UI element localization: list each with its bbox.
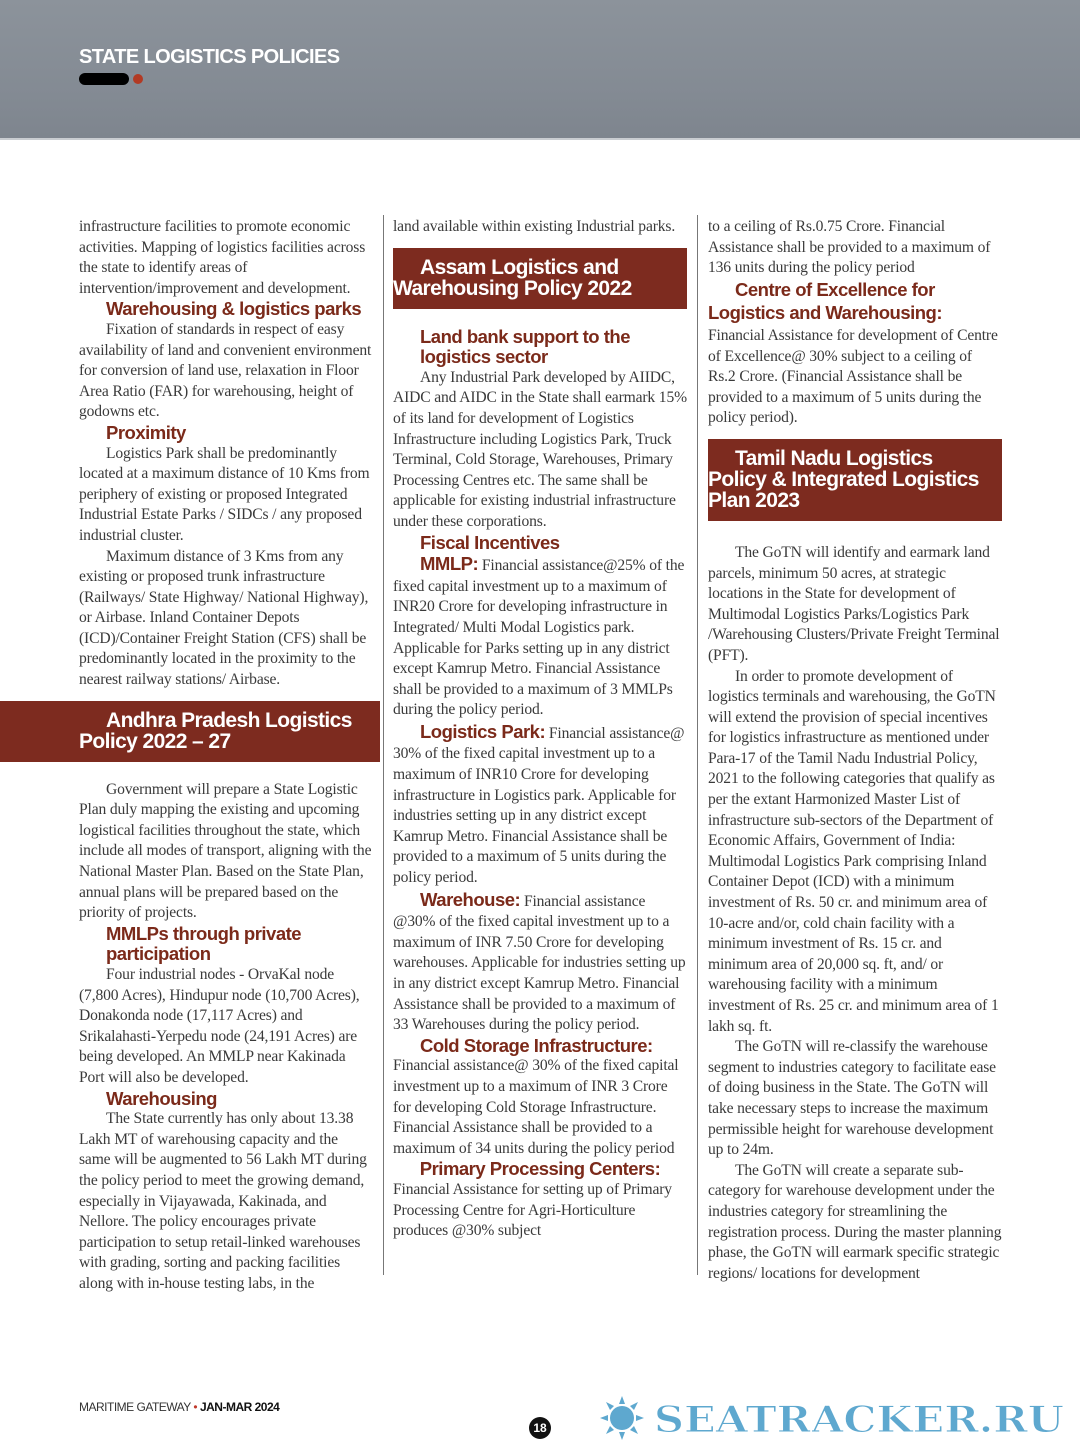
paragraph: infrastructure facilities to promote economic activities. Mapping of logistics facilities across the state to identify areas of intervention/improvement and development. [79,218,366,297]
watermark [600,1396,1070,1440]
footer [79,1400,279,1414]
paragraph [393,889,687,1036]
paragraph: Fixation of standards in respect of easy availability of land and convenient environment for conversion of land use, relaxation in Floor Area Ratio (FAR) for warehousing, height of godowns etc. [79,320,372,421]
paragraph: Four industrial nodes - OrvaKal node (7,800 Acres), Hindupur node (10,700 Acres), Donakonda node (17,117 Acres) and Srikalahasti-Yerpedu node (24,191 Acres) are being developed. An MMLP near Kakinada Port will also be developed. [79,966,360,1086]
paragraph: Financial Assistance for setting up of Primary Processing Centre for Agri-Horticulture produces @30% subject [393,1180,672,1240]
paragraph: Logistics Park shall be predominantly located at a maximum distance of 10 Kms from periphery of existing or proposed Integrated Industrial Estate Parks / SIDCs / any proposed industrial cluster. [79,444,370,544]
paragraph: The State currently has only about 13.38 Lakh MT of warehousing capacity and the same will be augmented to 56 Lakh MT during the policy period to meet the growing demand, especially in Vijayawada, Kakinada, and Nellore. The policy encourages private participation to setup retail-linked warehouses with grading, sorting and packing facilities along with in-house testing labs, in the [79,1110,367,1292]
paragraph: land available within existing Industrial parks. [393,218,676,235]
policy-banner-title: Andhra Pradesh Logistics Policy 2022 – 27 [0,701,380,762]
section-heading: Primary Processing Centers: [419,1158,661,1180]
column-divider [383,215,384,1275]
page-header [0,0,1080,140]
paragraph: Maximum distance of 3 Kms from any existing or proposed trunk infrastructure (Railways/ State Highway/ National Highway), or Airbase. Inland Container Depots (ICD)/Container Freight Station (CFS) shall be predominantly located in the proximity to the nearest railway stations/ Airbase. [79,547,369,689]
decorative-dot [133,74,143,84]
column-divider [697,215,698,1275]
policy-banner-title: Tamil Nadu Logistics Policy & Integrated Logistics Plan 2023 [708,439,1002,521]
section-title: STATE LOGISTICS POLICIES [79,46,340,68]
section-heading: Warehousing [106,1087,217,1109]
decorative-pill [79,73,129,85]
section-heading: Proximity [106,421,186,443]
publication-name: MARITIME GATEWAY [79,1400,191,1414]
issue-date: JAN-MAR 2024 [199,1400,280,1414]
paragraph: The GoTN will identify and earmark land parcels, minimum 50 acres, at strategic locations in the State for development of Multimodal Logistics Parks/Logistics Park /Warehousing Clusters/Private Freight Terminal (PFT). [708,543,1000,664]
paragraph-text: Financial assistance @30% of the fixed capital investment up to a maximum of INR 7.50 Crore for developing warehouses. Applicable for industries setting up in any district except Kamrup Metro. Financial Assistance shall be provided to a maximum of 33 Warehouses during the policy period. [393,892,686,1034]
paragraph [393,553,687,721]
paragraph: The GoTN will create a separate sub-category for warehouse development under the industries category for streamlining the registration process. During the master planning phase, the GoTN will earmark specific strategic regions/ locations for development [708,1161,1002,1282]
page-number: 18 [529,1417,551,1439]
watermark-text: SEATRACKER.RU [654,1399,1064,1440]
paragraph: The GoTN will re-classify the warehouse segment to industries category to facilitate ease of doing business in the State. The GoTN will take necessary steps to increase the maximum permissible height for warehouse development up to 24m. [708,1038,996,1159]
sun-logo-icon [600,1396,644,1440]
paragraph [708,279,1002,429]
paragraph-lead-heading: MMLP: [420,553,479,575]
section-heading: MMLPs through private participation [106,922,302,965]
paragraph: Financial assistance@ 30% of the fixed capital investment up to a maximum of INR 3 Crore for developing Cold Storage Infrastructure. Financial Assistance shall be provided to a maximum of 34 units during the policy period [393,1057,679,1157]
paragraph: Government will prepare a State Logistic Plan duly mapping the existing and upcoming logistical facilities throughout the state, which include all modes of transport, aligning with the National Master Plan. Based on the State Plan, annual plans will be prepared based on the priority of projects. [79,780,372,922]
footer-separator: • [193,1400,198,1414]
paragraph-text: Financial Assistance for development of Centre of Excellence@ 30% subject to a ceiling of Rs.2 Crore. (Financial Assistance shall be provided to a maximum of 5 units during the policy period). [708,326,998,427]
paragraph-lead-heading: Warehouse: [420,888,521,910]
paragraph-text: Financial assistance@ 30% of the fixed capital investment up to a maximum of INR10 Crore for developing infrastructure in Logistics park. Applicable for industries setting up in any district except Kamrup Metro. Financial Assistance shall be provided to a maximum of 5 units during the policy period. [393,724,685,887]
paragraph [393,721,687,889]
column-1 [79,217,373,1295]
column-2 [393,217,687,1242]
paragraph-text: Financial assistance@25% of the fixed capital investment up to a maximum of INR20 Crore for developing infrastructure in Integrated/ Multi Modal Logistics park. Applicable for Parks setting up in any district except Kamrup Metro. Financial Assistance shall be provided to a maximum of 3 MMLPs during the policy period. [393,557,685,719]
policy-banner-title: Assam Logistics and Warehousing Policy 2022 [393,248,687,309]
section-heading: Warehousing & logistics parks [106,298,362,320]
paragraph: In order to promote development of logistics terminals and warehousing, the GoTN will extend the provision of special incentives for logistics infrastructure as mentioned under Para-17 of the Tamil Nadu Industrial Policy, 2021 to the following categories that qualify as per the extant Harmonized Master List of infrastructure sub-sectors of the Department of Economic Affairs, Government of India: Multimodal Logistics Park comprising Inland Container Depot (ICD) with a minimum investment of Rs. 50 cr. and minimum area of 10-acre and/or, cold chain facility with a minimum investment of Rs. 15 cr. and minimum area of 20,000 sq. ft, and/ or warehousing facility with a minimum investment of Rs. 25 cr. and minimum area of 1 lakh sq. ft. [708,667,999,1035]
section-heading: Fiscal Incentives [420,531,560,553]
paragraph-lead-heading: Centre of Excellence for Logistics and Warehousing: [708,278,943,324]
paragraph: to a ceiling of Rs.0.75 Crore. Financial Assistance shall be provided to a maximum of 136 units during the policy period [708,218,991,277]
section-heading: Cold Storage Infrastructure: [420,1034,653,1056]
paragraph: Any Industrial Park developed by AIIDC, AIDC and AIDC in the State shall earmark 15% of its land for development of Logistics Infrastructure including Logistics Park, Truck Terminal, Cold Storage, Warehouses, Primary Processing Centres etc. The same shall be applicable for existing industrial infrastructure under these corporations. [393,368,687,530]
column-3 [708,217,1002,1284]
section-heading: Land bank support to the logistics sector [420,325,630,368]
paragraph-lead-heading: Logistics Park: [420,720,546,742]
